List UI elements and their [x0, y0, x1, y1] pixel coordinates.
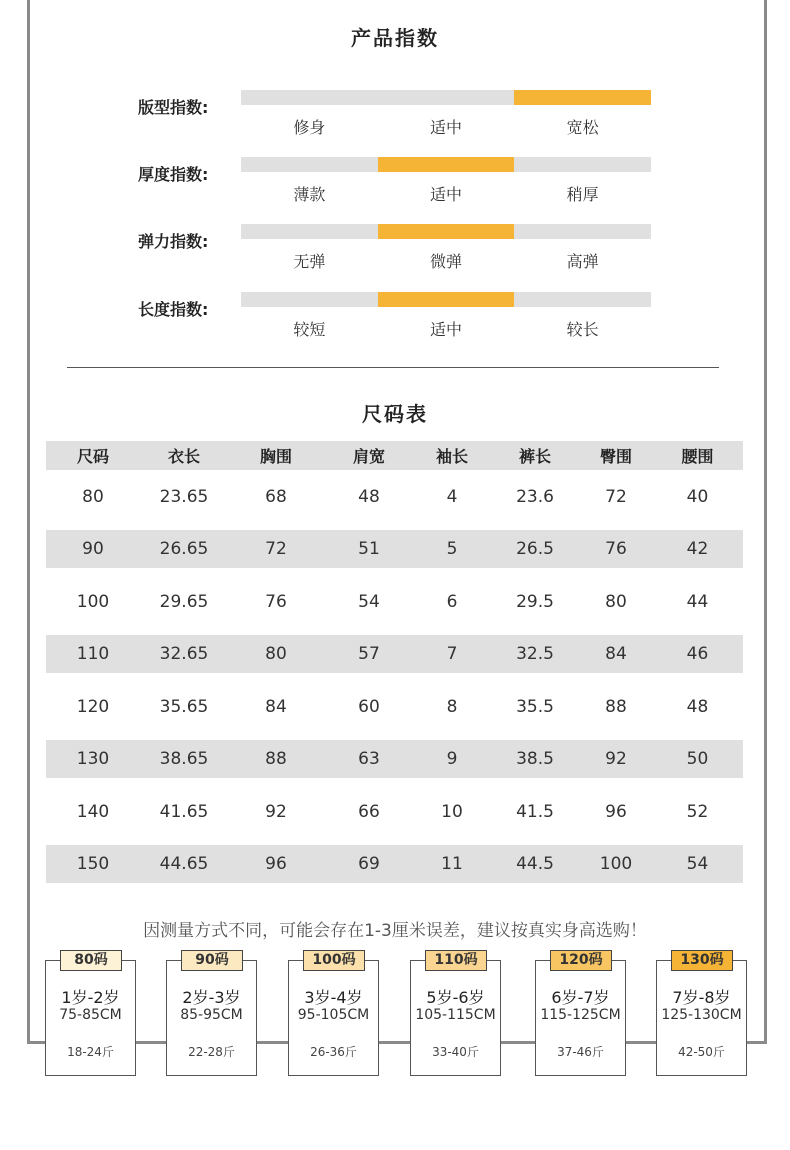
- index-label: 弹力指数:: [138, 232, 209, 251]
- table-cell: 92: [265, 801, 287, 822]
- table-row: [46, 845, 743, 883]
- table-cell: 100: [599, 854, 633, 874]
- card-height: 75-85CM: [59, 1007, 122, 1023]
- index-row: [0, 157, 790, 217]
- table-cell: 38.5: [516, 749, 554, 769]
- measurement-note: 因测量方式不同，可能会存在1-3厘米误差，建议按真实身高选购！: [143, 921, 647, 941]
- size-badge: 80码: [60, 950, 122, 971]
- size-badge: 120码: [550, 950, 612, 971]
- table-cell: 44.65: [159, 854, 209, 874]
- index-bar: [241, 224, 651, 239]
- index-label: 长度指数:: [138, 300, 209, 319]
- table-cell: 96: [605, 801, 627, 822]
- index-options: [241, 115, 651, 138]
- card-height: 95-105CM: [297, 1007, 370, 1023]
- index-option: 稍厚: [566, 185, 599, 204]
- card-age: 6岁-7岁: [551, 988, 610, 1007]
- size-card: [410, 952, 501, 1076]
- table-cell: 26.65: [159, 539, 209, 559]
- table-cell: 80: [605, 591, 627, 612]
- index-option: 无弹: [293, 252, 326, 271]
- index-options: [241, 317, 651, 340]
- table-header-cell: 尺码: [76, 447, 109, 466]
- index-options: [241, 249, 651, 272]
- table-header-cell: 腰围: [681, 447, 714, 466]
- table-cell: 57: [358, 644, 380, 664]
- index-bar-segment: [241, 224, 378, 239]
- index-row: [0, 90, 790, 150]
- card-age: 5岁-6岁: [426, 988, 485, 1007]
- table-cell: 54: [686, 854, 709, 874]
- table-body: [46, 470, 743, 883]
- table-header-row: [46, 441, 743, 470]
- index-bar: [241, 292, 651, 307]
- index-option: 修身: [293, 118, 326, 137]
- table-cell: 110: [76, 644, 110, 664]
- index-bar: [241, 90, 651, 105]
- index-bar-segment: [514, 292, 651, 307]
- table-cell: 54: [358, 591, 380, 612]
- card-age: 3岁-4岁: [304, 988, 363, 1007]
- index-bar-segment-active: [378, 224, 515, 239]
- table-cell: 48: [686, 696, 709, 717]
- card-weight: 26-36斤: [310, 1045, 357, 1059]
- table-cell: 26.5: [516, 539, 554, 559]
- table-cell: 96: [265, 854, 287, 874]
- table-cell: 35.65: [159, 696, 209, 717]
- table-row: [46, 575, 743, 628]
- index-label: 厚度指数:: [138, 165, 209, 184]
- table-cell: 7: [446, 644, 458, 664]
- table-cell: 23.65: [159, 486, 209, 507]
- index-option: 宽松: [566, 118, 599, 137]
- table-cell: 72: [605, 486, 627, 507]
- table-cell: 40: [686, 486, 709, 507]
- table-cell: 88: [605, 696, 627, 717]
- size-badge: 110码: [425, 950, 487, 971]
- index-option: 薄款: [293, 185, 326, 204]
- index-option: 微弹: [430, 252, 463, 271]
- table-cell: 4: [446, 486, 458, 507]
- table-row: [46, 470, 743, 523]
- table-row: [46, 785, 743, 838]
- table-cell: 32.5: [516, 644, 554, 664]
- index-bar-segment-active: [378, 157, 515, 172]
- index-bar-segment: [241, 90, 378, 105]
- table-cell: 44: [686, 591, 709, 612]
- table-row: [46, 680, 743, 733]
- table-cell: 41.65: [159, 801, 209, 822]
- table-cell: 76: [605, 539, 627, 559]
- table-row: [46, 530, 743, 568]
- table-cell: 50: [686, 749, 709, 769]
- size-badge: 100码: [303, 950, 365, 971]
- table-cell: 35.5: [516, 696, 554, 717]
- table-cell: 84: [605, 644, 627, 664]
- table-header-cell: 袖长: [435, 447, 468, 466]
- index-row: [0, 224, 790, 284]
- index-option: 高弹: [566, 252, 599, 271]
- table-cell: 52: [686, 801, 709, 822]
- card-weight: 33-40斤: [432, 1045, 479, 1059]
- card-height: 115-125CM: [540, 1007, 621, 1023]
- table-cell: 44.5: [516, 854, 554, 874]
- index-bar-segment-active: [378, 292, 515, 307]
- table-header-cell: 衣长: [167, 447, 200, 466]
- index-bar: [241, 157, 651, 172]
- table-cell: 11: [441, 854, 463, 874]
- index-bar-segment: [241, 157, 378, 172]
- table-row: [46, 740, 743, 778]
- table-cell: 41.5: [516, 801, 554, 822]
- table-cell: 69: [358, 854, 380, 874]
- card-age: 1岁-2岁: [61, 988, 120, 1007]
- index-label: 版型指数:: [138, 98, 209, 117]
- table-cell: 46: [686, 644, 709, 664]
- index-bar-segment: [241, 292, 378, 307]
- index-bar-segment-active: [514, 90, 651, 105]
- size-card: [166, 952, 257, 1076]
- table-cell: 80: [82, 486, 104, 507]
- table-cell: 84: [265, 696, 287, 717]
- table-header-cell: 胸围: [259, 447, 292, 466]
- index-bar-segment: [514, 224, 651, 239]
- card-weight: 22-28斤: [188, 1045, 235, 1059]
- table-header-cell: 肩宽: [352, 447, 385, 466]
- table-cell: 120: [76, 696, 110, 717]
- size-card: [288, 952, 379, 1076]
- table-header-cell: 裤长: [518, 447, 551, 466]
- table-cell: 150: [76, 854, 110, 874]
- size-chart-title: 尺码表: [362, 402, 428, 426]
- table-cell: 38.65: [159, 749, 209, 769]
- size-card: [656, 952, 747, 1076]
- index-option: 较短: [293, 320, 326, 339]
- card-age: 7岁-8岁: [672, 988, 731, 1007]
- table-cell: 72: [265, 539, 287, 559]
- index-row: [0, 292, 790, 352]
- table-cell: 6: [446, 591, 458, 612]
- card-weight: 42-50斤: [678, 1045, 725, 1059]
- size-badge: 130码: [671, 950, 733, 971]
- section-divider: [67, 367, 719, 368]
- table-cell: 8: [446, 696, 458, 717]
- table-cell: 100: [76, 591, 110, 612]
- table-cell: 68: [265, 486, 287, 507]
- table-cell: 80: [265, 644, 287, 664]
- table-cell: 29.65: [159, 591, 209, 612]
- table-cell: 51: [358, 539, 380, 559]
- card-height: 125-130CM: [661, 1007, 742, 1023]
- size-card: [45, 952, 136, 1076]
- index-bar-segment: [514, 157, 651, 172]
- table-cell: 92: [605, 749, 627, 769]
- index-bar-segment: [378, 90, 515, 105]
- product-index-title: 产品指数: [351, 26, 439, 50]
- card-weight: 37-46斤: [557, 1045, 604, 1059]
- table-cell: 90: [82, 539, 104, 559]
- table-cell: 32.65: [159, 644, 209, 664]
- size-card: [535, 952, 626, 1076]
- card-weight: 18-24斤: [67, 1045, 114, 1059]
- table-cell: 10: [441, 801, 463, 822]
- table-row: [46, 635, 743, 673]
- table-cell: 5: [446, 539, 458, 559]
- table-cell: 76: [265, 591, 287, 612]
- card-height: 85-95CM: [180, 1007, 243, 1023]
- index-options: [241, 182, 651, 205]
- table-cell: 23.6: [516, 486, 554, 507]
- size-badge: 90码: [181, 950, 243, 971]
- index-option: 适中: [430, 185, 463, 204]
- card-height: 105-115CM: [415, 1007, 496, 1023]
- index-option: 适中: [430, 320, 463, 339]
- index-option: 适中: [430, 118, 463, 137]
- table-cell: 63: [358, 749, 380, 769]
- index-option: 较长: [566, 320, 599, 339]
- table-cell: 29.5: [516, 591, 554, 612]
- card-age: 2岁-3岁: [182, 988, 241, 1007]
- table-cell: 140: [76, 801, 110, 822]
- table-cell: 88: [265, 749, 287, 769]
- table-cell: 42: [686, 539, 709, 559]
- table-header-cell: 臀围: [599, 447, 632, 466]
- table-cell: 66: [358, 801, 380, 822]
- size-table: [46, 441, 743, 890]
- table-cell: 9: [446, 749, 458, 769]
- table-cell: 130: [76, 749, 110, 769]
- table-cell: 48: [358, 486, 380, 507]
- table-cell: 60: [358, 696, 380, 717]
